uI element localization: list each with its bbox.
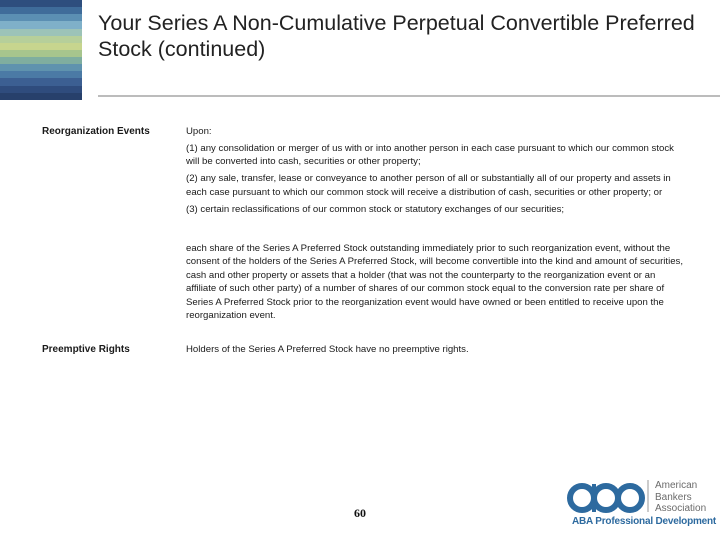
logo-line-2: Bankers <box>655 491 692 503</box>
paragraph-clause-1: (1) any consolidation or merger of us with or into another person in each case pursuant to which our common stock will be converted into cash, securities or other property; <box>186 142 674 168</box>
page-number: 60 <box>354 506 366 520</box>
logo-subtitle: ABA Professional Development <box>572 516 717 527</box>
logo-line-1: American <box>655 480 698 491</box>
section-label-preemptive: Preemptive Rights <box>42 344 130 355</box>
section-label-reorganization: Reorganization Events <box>42 126 150 137</box>
section-body-preemptive: Holders of the Series A Preferred Stock have no preemptive rights. <box>186 344 469 355</box>
section-body-reorganization <box>186 125 686 219</box>
slide-title: Your Series A Non-Cumulative Perpetual Convertible Preferred Stock (continued) <box>98 11 695 61</box>
logo-line-3: Association <box>655 503 707 514</box>
section-continuation-reorganization: each share of the Series A Preferred Stock outstanding immediately prior to such reorganization event, without the consent of the holders of the Series A Preferred Stock, will become convertible into the kind and amount of securities, cash and other property or assets that a holder (that was not the counterparty to the reorganization event or an affiliate of such other party) of a number of shares of our common stock equal to the conversion rate per share of Series A Preferred Stock prior to the reorganization event would have owned or been entitled to receive upon the reorganization event. <box>186 243 684 322</box>
decorative-stripes <box>0 0 82 100</box>
paragraph-clause-3: (3) certain reclassifications of our common stock or statutory exchanges of our securities; <box>186 203 565 215</box>
paragraph-clause-2: (2) any sale, transfer, lease or conveyance to another person of all or substantially all of our property and assets in each case pursuant to which our common stock will receive a distribution of cash, securities or other property; or <box>186 173 671 198</box>
logo-wordmark <box>655 480 706 515</box>
title-divider <box>98 95 720 97</box>
paragraph-upon: Upon: <box>186 126 212 137</box>
